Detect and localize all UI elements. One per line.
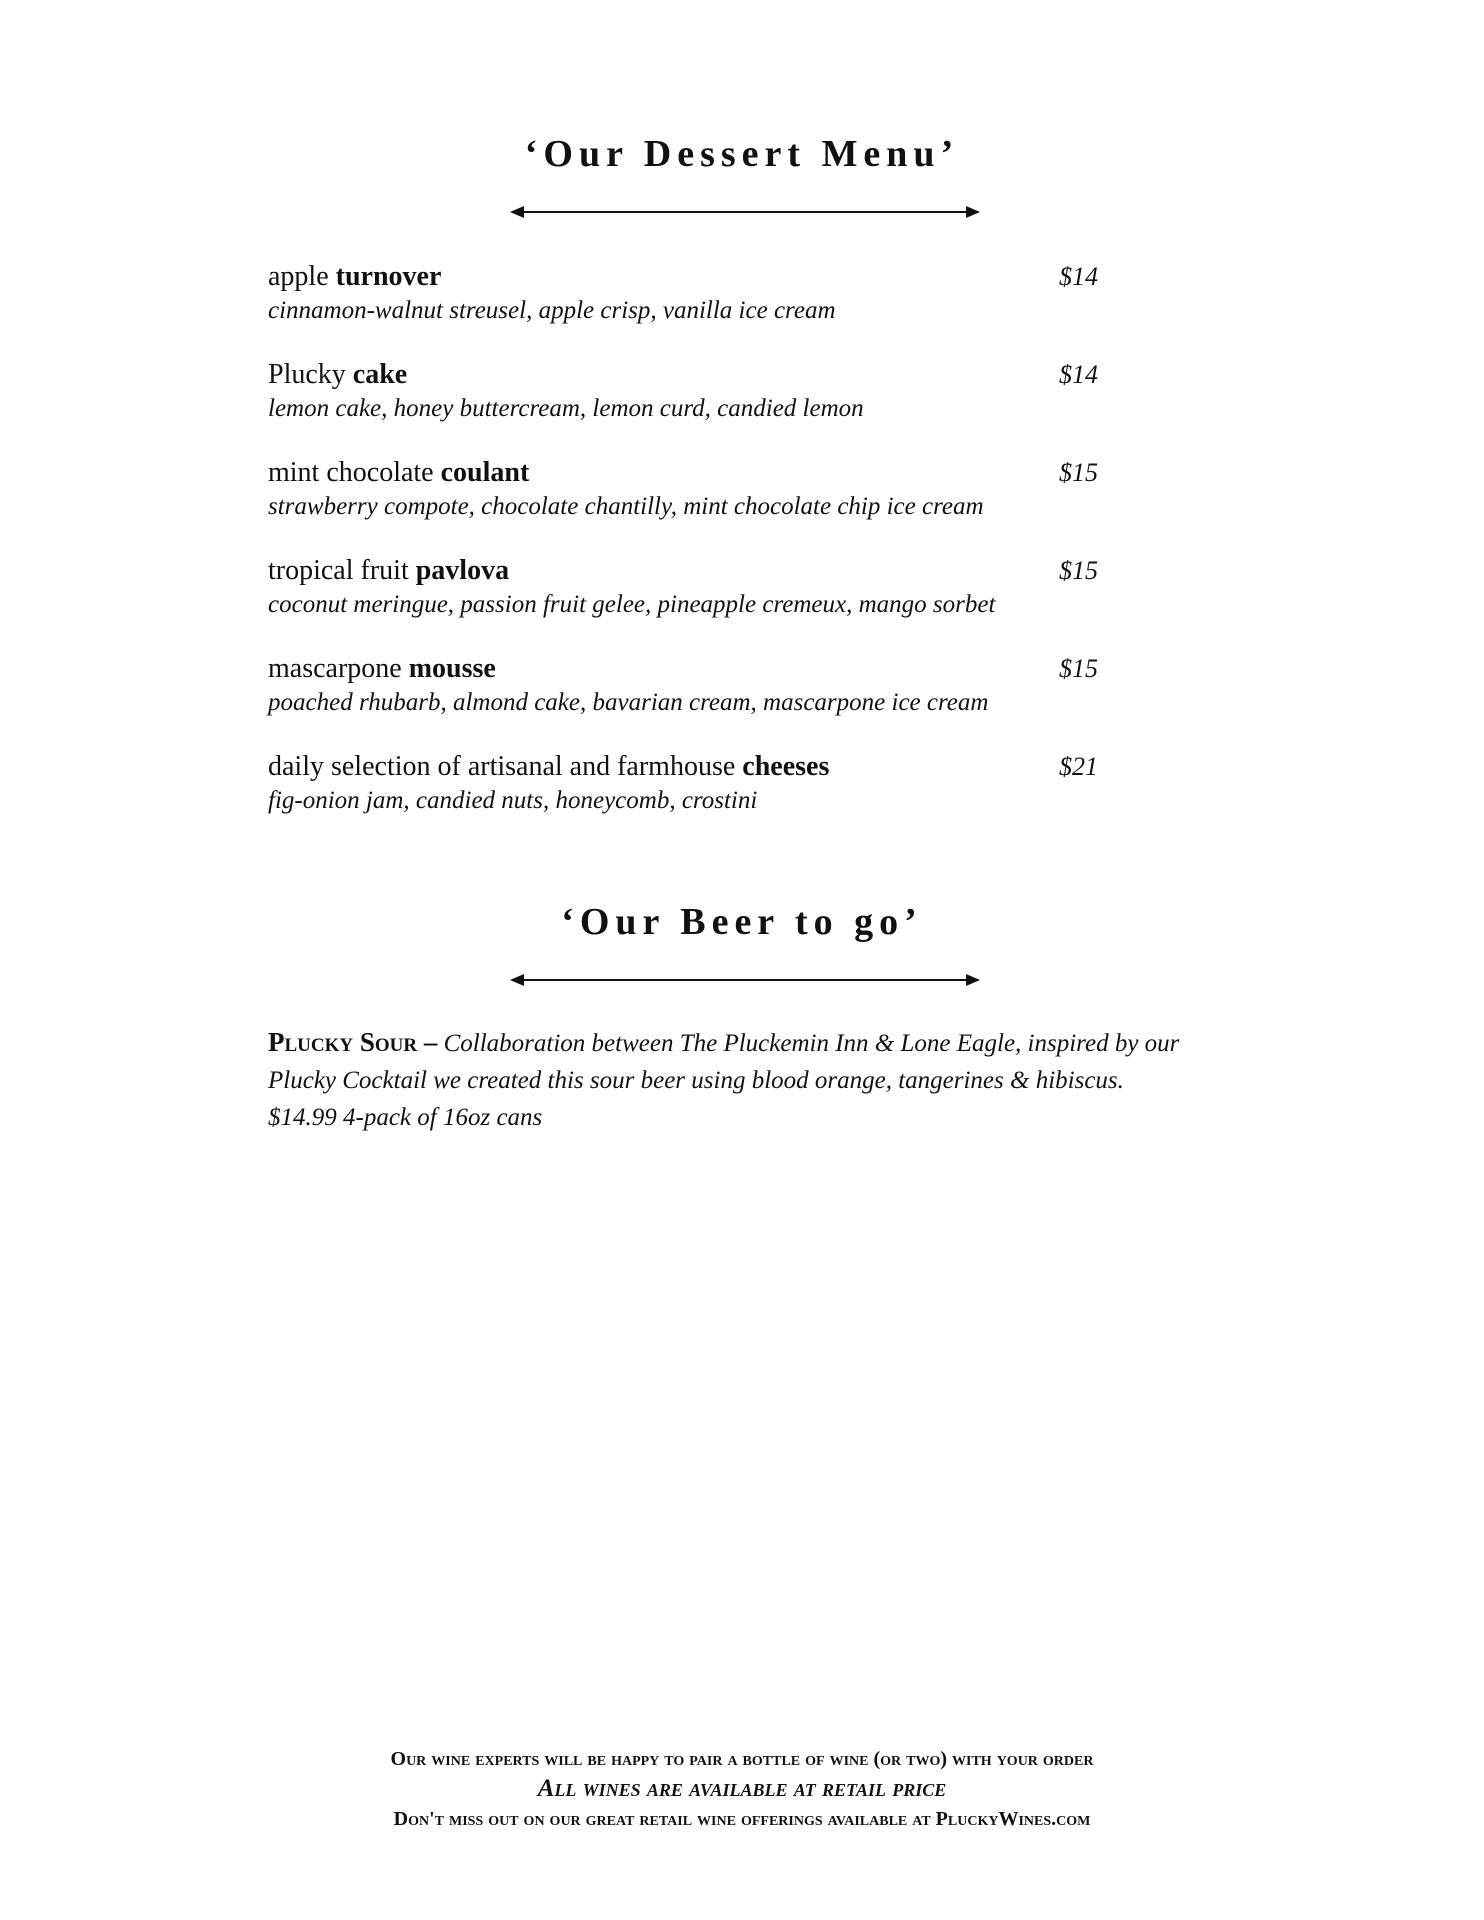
double-arrow-divider (510, 972, 980, 988)
beer-description: Collaboration between The Pluckemin Inn & Lone Eagle, inspired by our Plucky Cocktail we created this sour beer using blood orange, tangerines & hibiscus. (268, 1030, 1180, 1094)
item-name: mascarpone mousse (268, 653, 496, 684)
beer-to-go-title: ‘Our Beer to go’ (561, 901, 923, 943)
item-price: $14 (1059, 360, 1098, 389)
item-description: fig-onion jam, candied nuts, honeycomb, crostini (268, 787, 758, 814)
item-name: apple turnover (268, 261, 442, 292)
menu-item (268, 554, 1098, 628)
item-description: cinnamon-walnut streusel, apple crisp, vanilla ice cream (268, 297, 836, 324)
dessert-menu-title: ‘Our Dessert Menu’ (524, 133, 960, 175)
footer-website: Don't miss out on our great retail wine offerings available at PluckyWines.com (393, 1808, 1091, 1830)
footer (0, 1744, 1484, 1834)
footer-wine-pairing: Our wine experts will be happy to pair a bottle of wine (or two) with your order (390, 1748, 1094, 1770)
item-name: daily selection of artisanal and farmhouse cheeses (268, 751, 830, 782)
beer-description-block (268, 1024, 1228, 1136)
footer-retail-price: All wines are available at retail price (537, 1775, 947, 1802)
menu-item (268, 456, 1098, 530)
item-name: Plucky cake (268, 359, 408, 390)
item-price: $14 (1059, 262, 1098, 291)
item-name: tropical fruit pavlova (268, 555, 510, 586)
item-price: $15 (1059, 556, 1098, 585)
menu-item (268, 358, 1098, 432)
item-description: strawberry compote, chocolate chantilly, mint chocolate chip ice cream (268, 493, 984, 520)
item-description: poached rhubarb, almond cake, bavarian cream, mascarpone ice cream (268, 689, 989, 716)
double-arrow-divider (510, 204, 980, 220)
menu-item (268, 652, 1098, 726)
menu-item (268, 750, 1098, 824)
menu-item (268, 260, 1098, 334)
beer-name: Plucky Sour – (268, 1027, 438, 1057)
dessert-list (268, 260, 1098, 848)
item-description: coconut meringue, passion fruit gelee, pineapple cremeux, mango sorbet (268, 591, 996, 618)
item-price: $15 (1059, 654, 1098, 683)
item-name: mint chocolate coulant (268, 457, 530, 488)
item-price: $21 (1059, 752, 1098, 781)
item-description: lemon cake, honey buttercream, lemon curd, candied lemon (268, 395, 864, 422)
item-price: $15 (1059, 458, 1098, 487)
beer-price: $14.99 4-pack of 16oz cans (268, 1104, 543, 1131)
